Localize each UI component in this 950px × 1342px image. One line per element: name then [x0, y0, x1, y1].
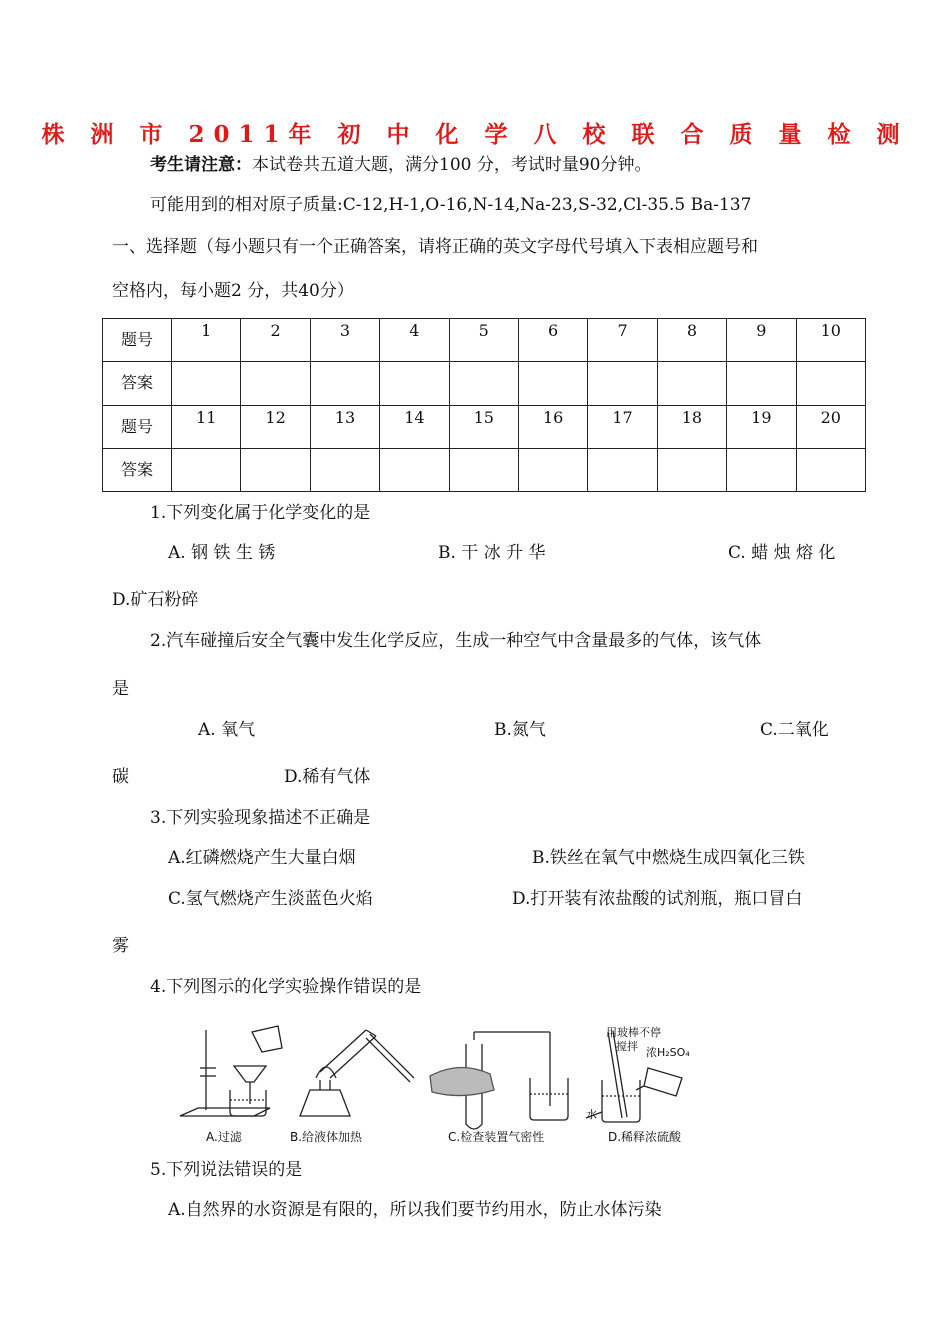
table-cell-number: 1 — [172, 319, 241, 362]
q1-option-d: D.矿石粉碎 — [112, 590, 199, 610]
row-label-answer: 答案 — [103, 362, 172, 405]
answer-cell[interactable] — [172, 448, 241, 491]
q2-stem-cont: 是 — [112, 679, 129, 699]
notice — [150, 150, 651, 175]
table-cell-number: 12 — [241, 405, 310, 448]
fig-d-note-1: 用玻棒不停 — [606, 1026, 661, 1039]
q2-option-c: C.二氧化 — [760, 720, 829, 740]
answer-cell[interactable] — [310, 448, 379, 491]
answer-cell[interactable] — [241, 448, 310, 491]
answer-cell[interactable] — [310, 362, 379, 405]
section1-line1: 一、选择题（每小题只有一个正确答案，请将正确的英文字母代号填入下表相应题号和 — [112, 237, 758, 257]
table-cell-number: 10 — [796, 319, 865, 362]
q3-stem: 3.下列实验现象描述不正确是 — [150, 808, 371, 828]
notice-label: 考生请注意： — [150, 155, 252, 175]
fig-caption-b: B.给液体加热 — [290, 1130, 363, 1144]
table-cell-number: 13 — [310, 405, 379, 448]
q5-option-a: A.自然界的水资源是有限的，所以我们要节约用水，防止水体污染 — [168, 1200, 662, 1220]
q2-option-d: D.稀有气体 — [284, 767, 371, 787]
table-cell-number: 3 — [310, 319, 379, 362]
section1-line2: 空格内，每小题2 分，共40分） — [112, 281, 354, 301]
table-row — [103, 362, 866, 405]
answer-cell[interactable] — [518, 362, 587, 405]
fig-caption-d: D.稀释浓硫酸 — [608, 1130, 682, 1144]
fig-d-note-2: 搅拌 — [616, 1040, 638, 1053]
table-cell-number: 19 — [727, 405, 796, 448]
q3-option-a: A.红磷燃烧产生大量白烟 — [168, 848, 356, 868]
table-cell-number: 7 — [588, 319, 657, 362]
q4-stem: 4.下列图示的化学实验操作错误的是 — [150, 977, 422, 997]
table-cell-number: 18 — [657, 405, 726, 448]
answer-cell[interactable] — [796, 448, 865, 491]
table-cell-number: 6 — [518, 319, 587, 362]
answer-cell[interactable] — [657, 448, 726, 491]
q1-option-b: B. 干 冰 升 华 — [438, 543, 546, 563]
fig-d-water-label: 水 — [586, 1108, 597, 1121]
exam-title: 株 洲 市 2011年 初 中 化 学 八 校 联 合 质 量 检 测 — [41, 121, 909, 148]
fig-caption-c: C.检查装置气密性 — [448, 1130, 545, 1144]
table-row — [103, 405, 866, 448]
q3-option-d: D.打开装有浓盐酸的试剂瓶，瓶口冒白 — [512, 889, 803, 909]
fig-caption-a: A.过滤 — [206, 1130, 242, 1144]
row-label-answer: 答案 — [103, 448, 172, 491]
notice-text: 本试卷共五道大题，满分100 分，考试时量90分钟。 — [252, 155, 652, 175]
answer-cell[interactable] — [588, 448, 657, 491]
answer-cell[interactable] — [727, 448, 796, 491]
table-cell-number: 11 — [172, 405, 241, 448]
row-label-number: 题号 — [103, 319, 172, 362]
table-row — [103, 319, 866, 362]
table-cell-number: 20 — [796, 405, 865, 448]
table-row — [103, 448, 866, 491]
table-cell-number: 16 — [518, 405, 587, 448]
fig-d-reagent-label: 浓H₂SO₄ — [646, 1046, 690, 1059]
atomic-masses: 可能用到的相对原子质量:C-12,H-1,O-16,N-14,Na-23,S-32,Cl-35.5 Ba-137 — [150, 195, 752, 215]
answer-cell[interactable] — [380, 362, 449, 405]
answer-cell[interactable] — [241, 362, 310, 405]
table-cell-number: 9 — [727, 319, 796, 362]
q1-stem: 1.下列变化属于化学变化的是 — [150, 503, 371, 523]
q5-stem: 5.下列说法错误的是 — [150, 1160, 303, 1180]
table-cell-number: 8 — [657, 319, 726, 362]
answer-cell[interactable] — [449, 448, 518, 491]
q1-option-c: C. 蜡 烛 熔 化 — [728, 543, 836, 563]
row-label-number: 题号 — [103, 405, 172, 448]
q3-option-b: B.铁丝在氧气中燃烧生成四氧化三铁 — [532, 848, 805, 868]
q1-option-a: A. 钢 铁 生 锈 — [168, 543, 276, 563]
answer-cell[interactable] — [796, 362, 865, 405]
q3-option-c: C.氢气燃烧产生淡蓝色火焰 — [168, 889, 373, 909]
answer-cell[interactable] — [449, 362, 518, 405]
table-cell-number: 2 — [241, 319, 310, 362]
q2-stem: 2.汽车碰撞后安全气囊中发生化学反应，生成一种空气中含量最多的气体，该气体 — [150, 631, 762, 651]
table-cell-number: 14 — [380, 405, 449, 448]
table-cell-number: 15 — [449, 405, 518, 448]
answer-cell[interactable] — [380, 448, 449, 491]
table-cell-number: 17 — [588, 405, 657, 448]
answer-cell[interactable] — [727, 362, 796, 405]
q2-option-c-cont: 碳 — [112, 767, 129, 787]
q2-option-a: A. 氧气 — [198, 720, 256, 740]
answer-cell[interactable] — [172, 362, 241, 405]
answer-cell[interactable] — [657, 362, 726, 405]
table-cell-number: 5 — [449, 319, 518, 362]
q2-option-b: B.氮气 — [494, 720, 546, 740]
answer-cell[interactable] — [518, 448, 587, 491]
q3-option-d-cont: 雾 — [112, 936, 129, 956]
answer-cell[interactable] — [588, 362, 657, 405]
table-cell-number: 4 — [380, 319, 449, 362]
answer-table — [102, 318, 866, 492]
q4-figures — [170, 1020, 710, 1150]
